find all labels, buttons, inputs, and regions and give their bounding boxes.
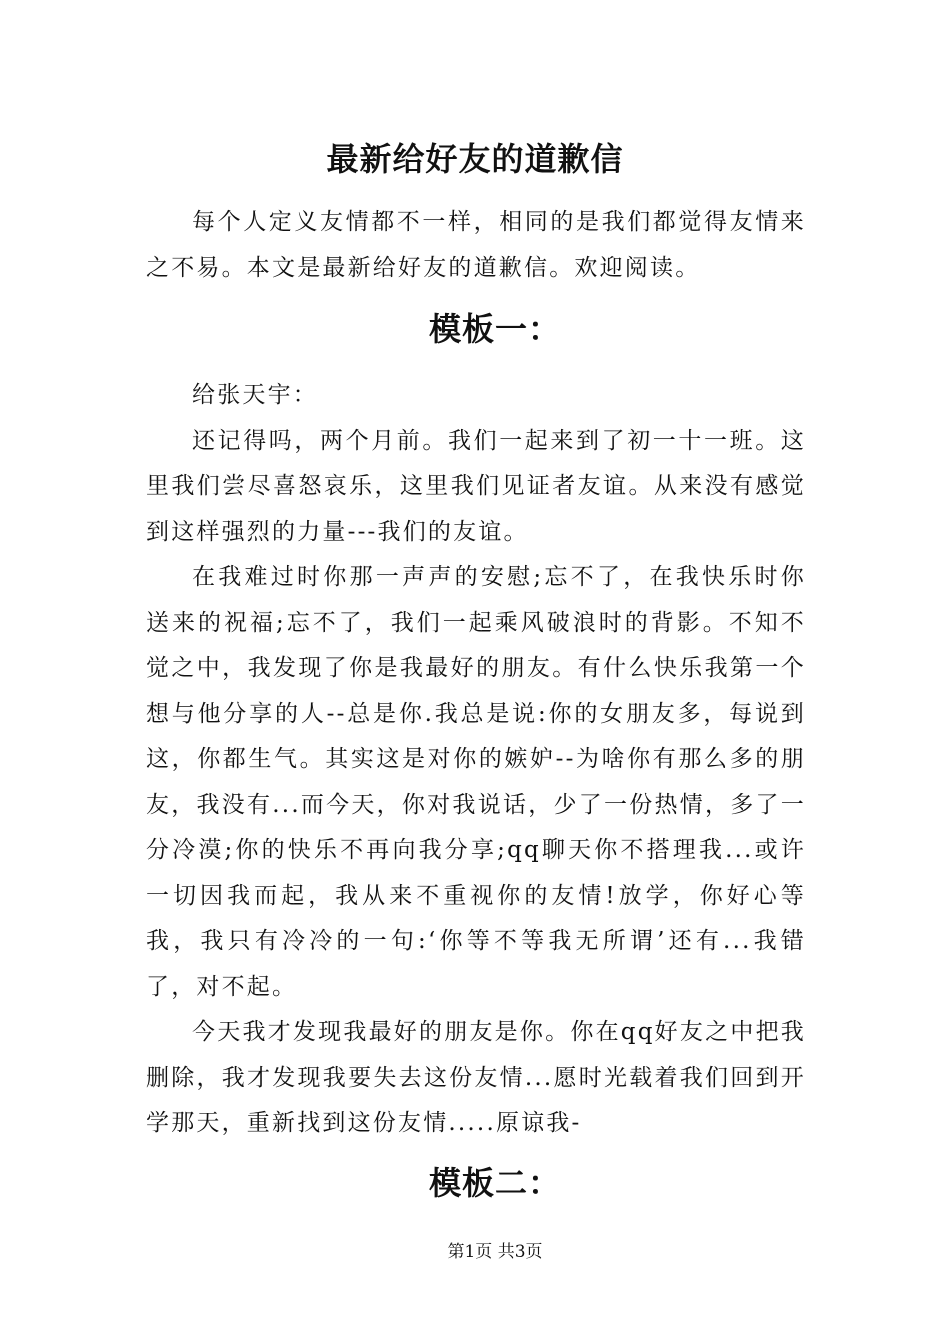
intro-block (146, 200, 806, 291)
body-paragraph: 今天我才发现我最好的朋友是你。你在qq好友之中把我删除，我才发现我要失去这份友情...愿时光载着我们回到开学那天，重新找到这份友情.....原谅我- (146, 1019, 806, 1136)
intro-paragraph: 每个人定义友情都不一样，相同的是我们都觉得友情来之不易。本文是最新给好友的道歉信。欢迎阅读。 (146, 209, 806, 281)
salutation-paragraph: 给张天宇： (192, 382, 318, 408)
section-heading-template-two: 模板二： (428, 1164, 561, 1202)
page-footer: 第1页 共3页 (447, 1242, 543, 1262)
body-paragraph: 在我难过时你那一声声的安慰;忘不了，在我快乐时你送来的祝福;忘不了，我们一起乘风破浪时的背影。不知不觉之中，我发现了你是我最好的朋友。有什么快乐我第一个想与他分享的人--总是你.我总是说:你的女朋友多，每说到这，你都生气。其实这是对你的嫉妒--为啥你有那么多的朋友，我没有...而今天，你对我说话，少了一份热情，多了一分冷漠;你的快乐不再向我分享;qq聊天你不搭理我...或许一切因我而起，我从来不重视你的友情!放学，你好心等我，我只有冷冷的一句:‘你等不等我无所谓’还有...我错了，对不起。 (146, 564, 806, 1000)
section-heading-template-one: 模板一： (428, 310, 561, 348)
section-one-body (146, 373, 806, 1147)
document-title: 最新给好友的道歉信 (326, 140, 624, 178)
body-paragraph: 还记得吗，两个月前。我们一起来到了初一十一班。这里我们尝尽喜怒哀乐，这里我们见证者友谊。从来没有感觉到这样强烈的力量---我们的友谊。 (146, 427, 806, 545)
